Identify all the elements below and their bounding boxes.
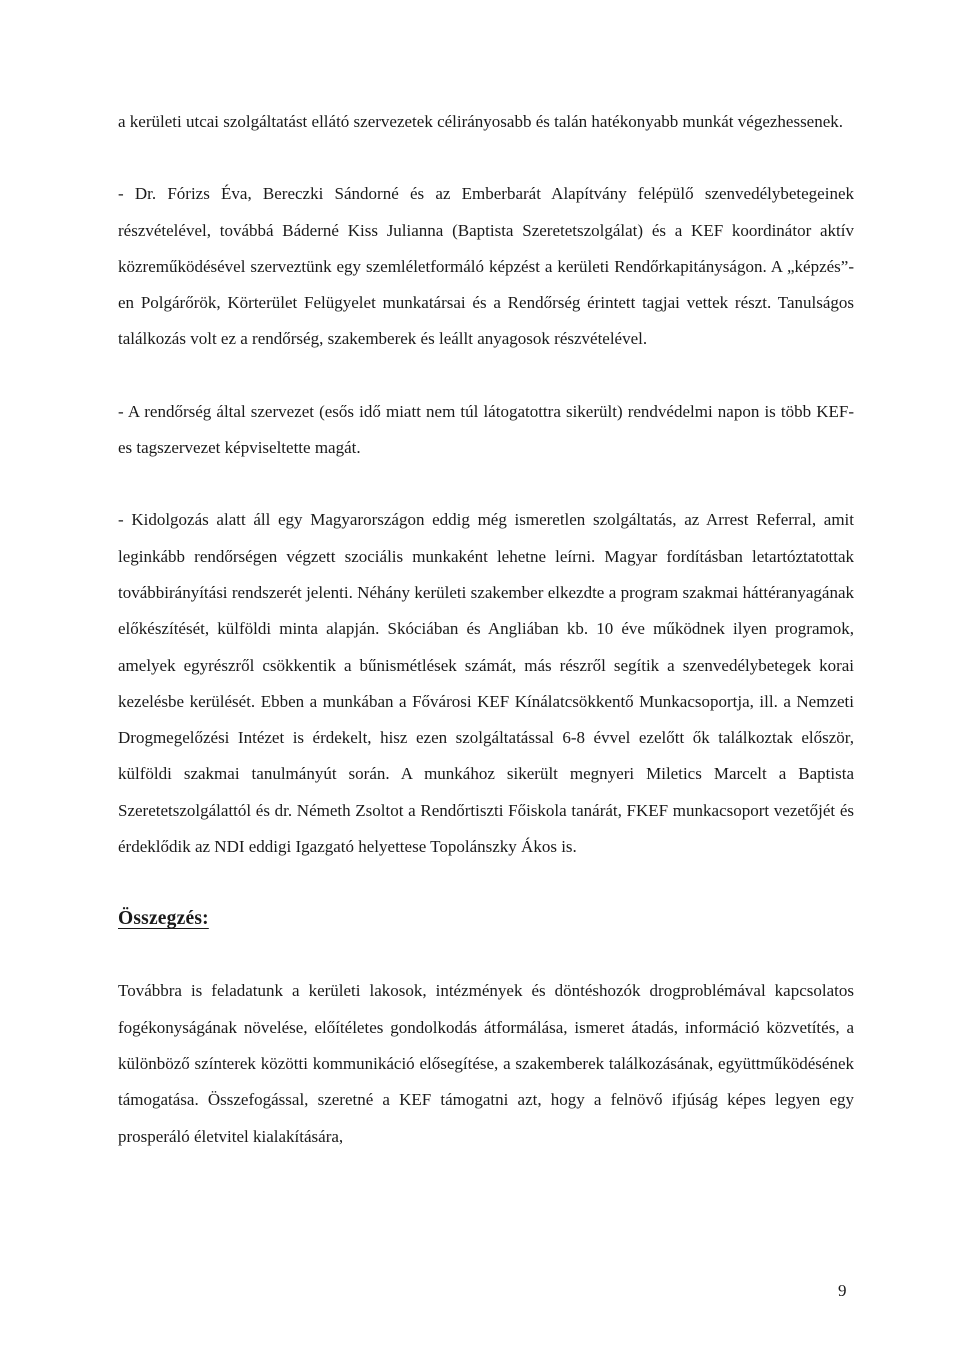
page-number: 9 bbox=[838, 1281, 847, 1300]
paragraph-gap bbox=[118, 358, 854, 394]
paragraph-kepzes: - Dr. Fórizs Éva, Bereczki Sándorné és az Emberbarát Alapítvány felépülő szenvedélybetegeinek részvételével, továbbá Báderné Kiss Julianna (Baptista Szeretetszolgálat) és a KEF koordinátor aktív közreműködésével szerveztünk egy szemléletformáló képzést a kerületi Rendőrkapitányságon. A „képzés”-en Polgárőrök, Körterület Felügyelet munkatársai és a Rendőrség érintett tagjai vettek részt. Tanulságos találkozás volt ez a rendőrség, szakemberek és leállt anyagosok részvételével. bbox=[118, 184, 854, 349]
paragraph-gap bbox=[118, 466, 854, 502]
paragraph-rendvedelmi-nap: - A rendőrség által szervezet (esős idő miatt nem túl látogatottra sikerült) rendvédelmi napon is több KEF-es tagszervezet képviseltette magát. bbox=[118, 401, 854, 458]
section-heading-osszegzes: Összegzés: bbox=[118, 908, 209, 930]
paragraph-gap bbox=[118, 865, 854, 901]
document-page bbox=[118, 104, 854, 1155]
paragraph-gap bbox=[118, 140, 854, 176]
paragraph-gap bbox=[118, 937, 854, 973]
paragraph-osszegzes: Továbbra is feladatunk a kerületi lakosok, intézmények és döntéshozók drogproblémával kapcsolatos fogékonyságának növelése, előítéletes gondolkodás átformálása, ismeret átadás, információ közvetítés, a különböző színterek közötti kommunikáció elősegítése, a szakemberek találkozásának, együttműködésének támogatása. Összefogással, szeretné a KEF támogatni azt, hogy a felnövő ifjúság képes legyen egy prosperáló életvitel kialakítására, bbox=[118, 981, 854, 1146]
paragraph-arrest-referral: - Kidolgozás alatt áll egy Magyarországon eddig még ismeretlen szolgáltatás, az Arrest Referral, amit leginkább rendőrségen végzett szociális munkaként lehetne leírni. Magyar fordításban letartóztatottak továbbirányítási rendszerét jelenti. Néhány kerületi szakember elkezdte a program szakmai háttéranyagának előkészítését, külföldi minta alapján. Skóciában és Angliában kb. 10 éve működnek ilyen programok, amelyek egyrészről csökkentik a bűnismétlések számát, más részről segítik a szenvedélybetegek korai kezelésbe kerülését. Ebben a munkában a Fővárosi KEF Kínálatcsökkentő Munkacsoportja, ill. a Nemzeti Drogmegelőzési Intézet is érdekelt, hisz ezen szolgáltatással 6-8 évvel ezelőtt ők találkoztak először, külföldi szakmai tanulmányút során. A munkához sikerült megnyeri Miletics Marcelt a Baptista Szeretetszolgálattól és dr. Németh Zsoltot a Rendőrtiszti Főiskola tanárát, FKEF munkacsoport vezetőjét és érdeklődik az NDI eddigi Igazgató helyettese Topolánszky Ákos is. bbox=[118, 510, 854, 857]
paragraph-utcai-szolgaltatas: a kerületi utcai szolgáltatást ellátó szervezetek célirányosabb és talán hatékonyabb munkát végezhessenek. bbox=[118, 112, 844, 131]
